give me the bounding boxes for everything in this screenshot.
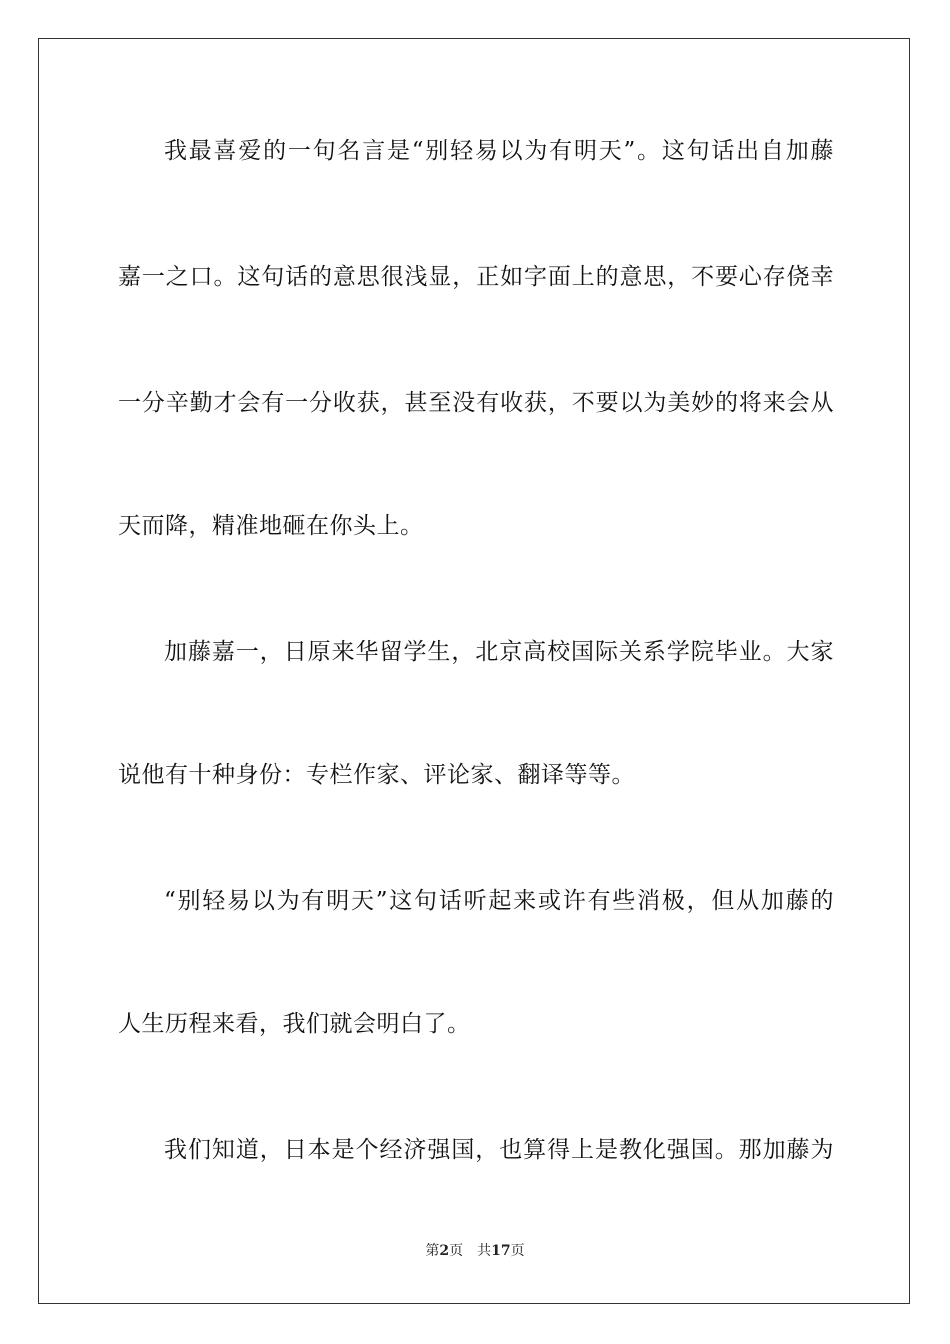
paragraph-line: 说他有十种身份：专栏作家、评论家、翻译等等。	[118, 762, 635, 788]
total-prefix: 共	[477, 1243, 492, 1259]
paragraph-line: 加藤嘉一，日原来华留学生，北京高校国际关系学院毕业。大家	[164, 639, 834, 665]
paragraph-line: 我们知道，日本是个经济强国，也算得上是教化强国。那加藤为	[164, 1137, 834, 1163]
paragraph-line: 我最喜爱的一句名言是“别轻易以为有明天”。这句话出自加藤	[164, 138, 834, 164]
paragraph-line: 一分辛勤才会有一分收获，甚至没有收获，不要以为美妙的将来会从	[118, 390, 834, 416]
page-prefix: 第	[425, 1243, 440, 1259]
total-suffix: 页	[510, 1243, 525, 1259]
paragraph-line: 嘉一之口。这句话的意思很浅显，正如字面上的意思，不要心存侥幸	[118, 264, 834, 290]
page-current: 2	[439, 1243, 450, 1259]
page-suffix: 页	[449, 1243, 464, 1259]
page-border	[38, 38, 910, 1304]
paragraph-line: “别轻易以为有明天”这句话听起来或许有些消极，但从加藤的	[164, 888, 834, 914]
page-total: 17	[491, 1243, 511, 1259]
paragraph-line: 人生历程来看，我们就会明白了。	[118, 1011, 471, 1037]
paragraph-line: 天而降，精准地砸在你头上。	[118, 513, 424, 539]
page-footer	[0, 1242, 950, 1260]
